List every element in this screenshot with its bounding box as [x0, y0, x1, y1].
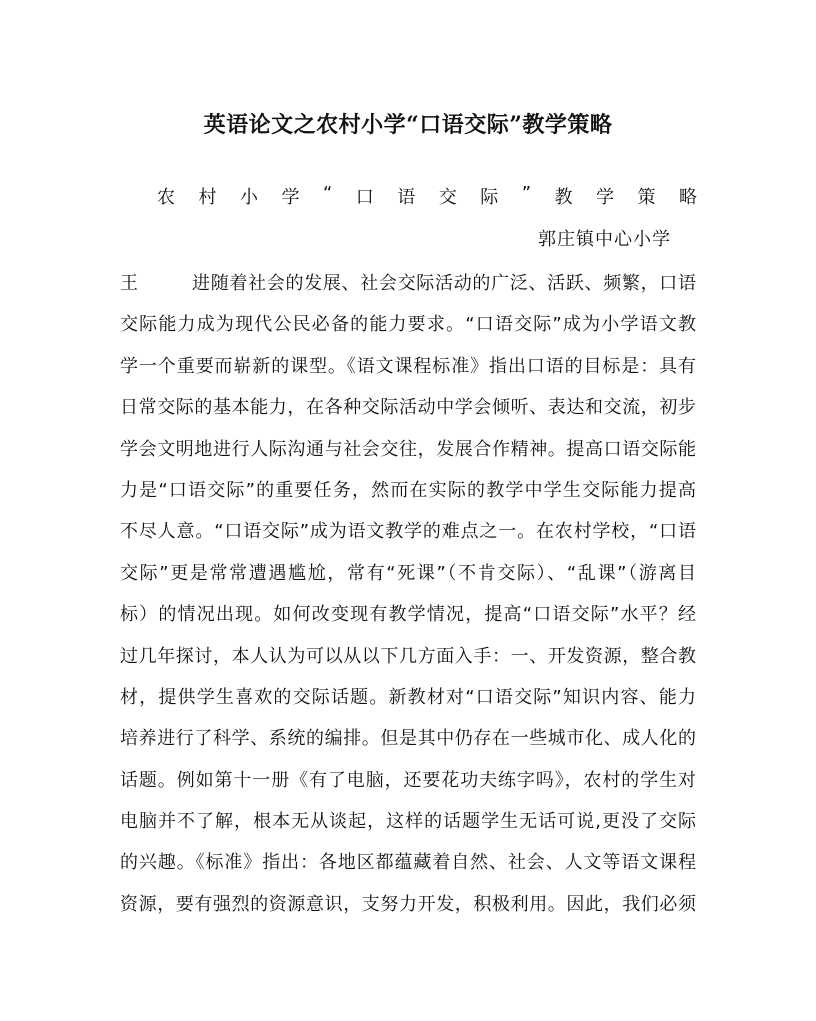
subtitle-char: 教	[554, 187, 573, 208]
paragraph-line: 培养进行了科学、系统的编排。但是其中仍存在一些城市化、成人化的	[120, 728, 696, 750]
paragraph-line: 学一个重要而崭新的课型。《语文课程标准》指出口语的目标是：具有	[120, 355, 696, 377]
subtitle-char: ”	[521, 183, 532, 204]
paragraph-line: 电脑并不了解，根本无从谈起，这样的话题学生无话可说,更没了交际	[120, 811, 696, 833]
paragraph-line: 资源，要有强烈的资源意识，支努力开发，积极利用。因此，我们必须	[120, 893, 696, 915]
subtitle-char: 语	[397, 187, 416, 208]
subtitle-char: 学	[595, 187, 614, 208]
paragraph-line	[120, 263, 696, 304]
paragraph-line: 过几年探讨，本人认为可以从以下几方面入手：一、开发资源，整合教	[120, 645, 696, 667]
paragraph-line-text: 随着社会的发展、社会交际活动的广泛、活跃、频繁，口语	[210, 273, 696, 294]
paragraph-line: 交际”更是常常遭遇尴尬，常有“死课”（不肯交际）、“乱课”（游离目	[120, 562, 696, 584]
subtitle-char: 农	[157, 187, 175, 208]
paragraph-line: 学会文明地进行人际沟通与社会交往，发展合作精神。提高口语交际能	[120, 438, 696, 460]
paragraph-line: 的兴趣。《标准》指出：各地区都蕴藏着自然、社会、人文等语文课程	[120, 852, 696, 874]
document-title: 英语论文之农村小学“口语交际”教学策略	[203, 112, 613, 138]
subtitle-char: “	[322, 183, 333, 204]
subtitle-char: 际	[480, 187, 499, 208]
author-name: 王进	[120, 273, 210, 294]
subtitle-char: 口	[355, 187, 374, 208]
paragraph-line: 日常交际的基本能力，在各种交际活动中学会倾听、表达和交流，初步	[120, 397, 696, 419]
paragraph-line: 标）的情况出现。如何改变现有教学情况，提高“口语交际”水平？经	[120, 604, 696, 626]
subtitle-char: 村	[198, 187, 217, 208]
subtitle-char: 小	[239, 187, 258, 208]
subtitle-char: 策	[637, 187, 656, 208]
school-name: 郭庄镇中心小学	[538, 229, 671, 250]
paragraph-line: 材，提供学生喜欢的交际话题。新教材对“口语交际”知识内容、能力	[120, 686, 696, 708]
subtitle-char: 略	[678, 187, 697, 208]
subtitle-char: 学	[281, 187, 300, 208]
paragraph-line: 不尽人意。“口语交际”成为语文教学的难点之一。在农村学校，“口语	[120, 521, 696, 543]
body-text	[120, 263, 696, 925]
paragraph-line: 交际能力成为现代公民必备的能力要求。“口语交际”成为小学语文教	[120, 314, 696, 336]
paragraph-line: 力是“口语交际”的重要任务，然而在实际的教学中学生交际能力提高	[120, 479, 696, 501]
subtitle	[157, 183, 697, 209]
subtitle-char: 交	[438, 187, 457, 208]
paragraph-line: 话题。例如第十一册《有了电脑，还要花功夫练字吗》，农村的学生对	[120, 769, 696, 791]
